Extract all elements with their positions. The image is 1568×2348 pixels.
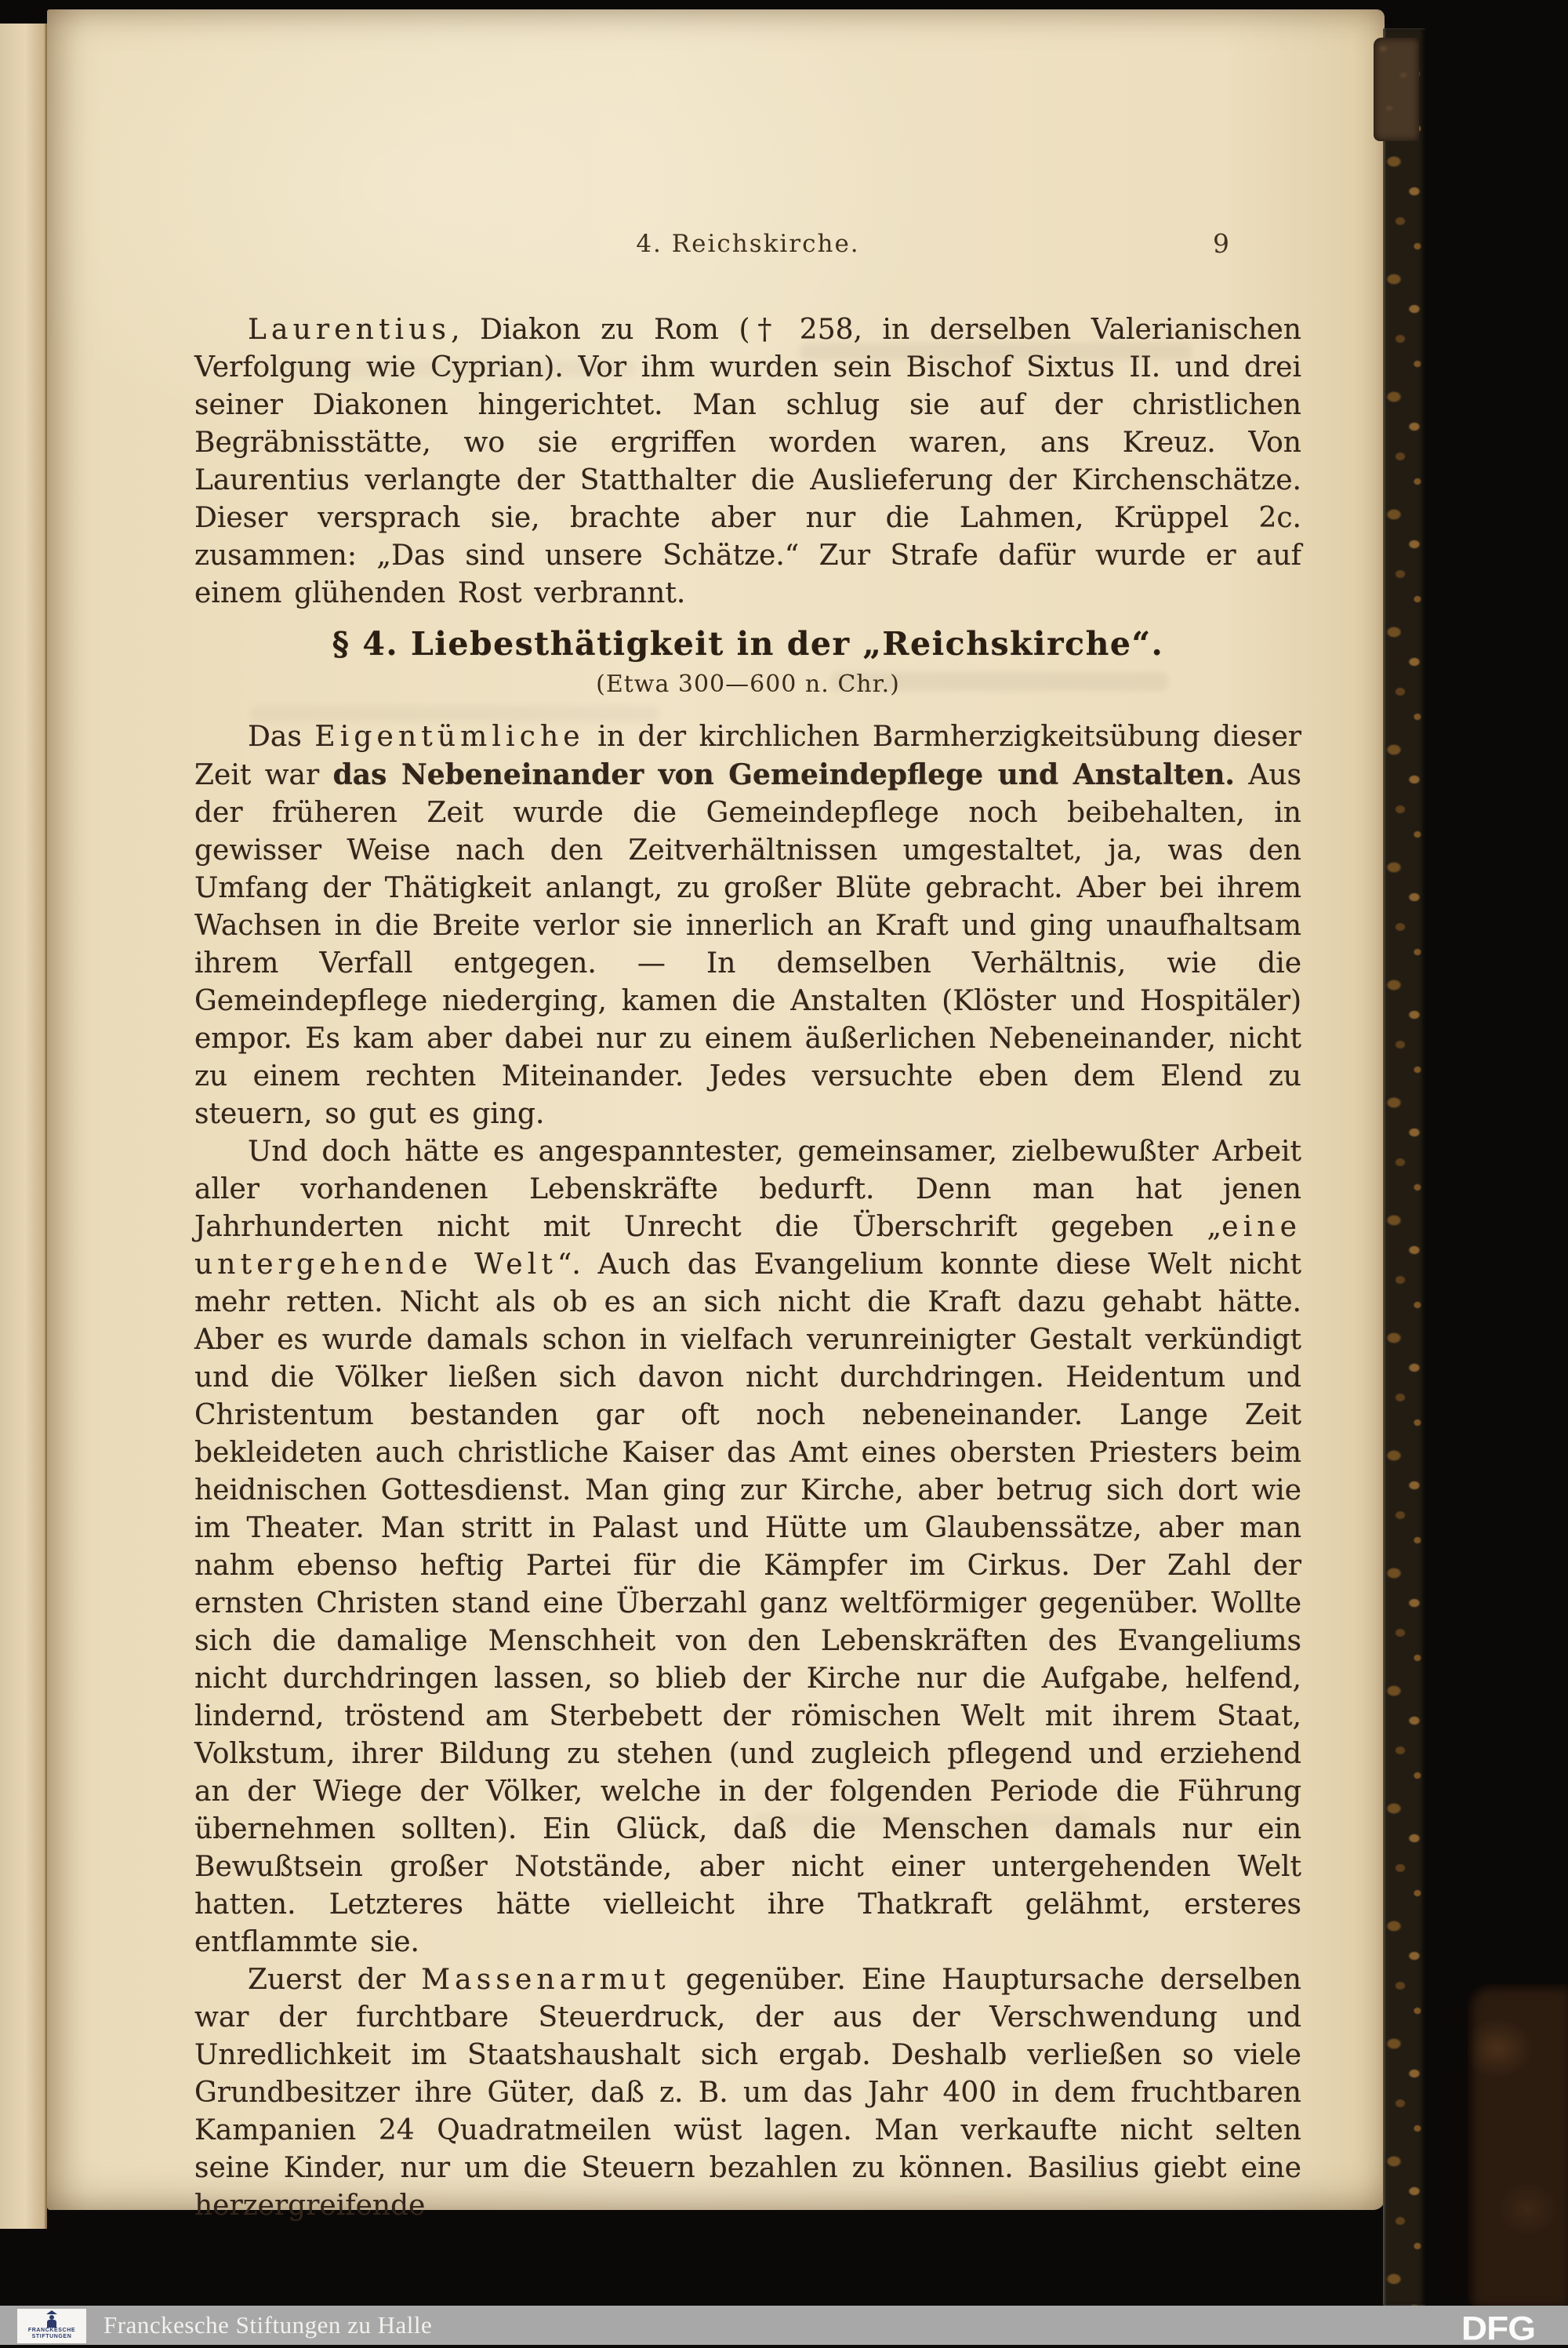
text-run: Das [248, 721, 315, 753]
franckesche-stiftungen-logo [17, 2309, 86, 2343]
dfg-logo: DFG [1461, 2310, 1535, 2347]
paragraph-gemeindepflege [194, 718, 1301, 1133]
text-column [194, 9, 1301, 2225]
paragraph-laurentius [194, 311, 1301, 612]
paragraph-untergehende-welt [194, 1133, 1301, 1961]
logo-caption [28, 2328, 75, 2340]
text-run: Eigentümliche [314, 721, 585, 753]
text-run: , Diakon zu Rom († 258, in derselben Valerianischen Verfolgung wie Cyprian). Vor ihm wurden sein Bischof Sixtus II. und drei seiner Diakonen hingerichtet. Man schlug sie auf der christlichen Begräbnisstätte, wo sie ergriffen worden waren, ans Kreuz. Von Laurentius verlangte der Statthalter die Auslieferung der Kirchenschätze. Dieser versprach sie, brachte aber nur die Lahmen, Krüppel 2c. zusammen: „Das sind unsere Schätze.“ Zur Strafe dafür wurde er auf einem glühenden Rost verbrannt. [194, 314, 1301, 609]
text-run: gegenüber. Eine Hauptursache derselben war der furchtbare Steuerdruck, der aus der Verschwendung und Unredlichkeit im Staatshaushalt sich ergab. Deshalb verließen so viele Grundbesitzer ihre Güter, daß z. B. um das Jahr 400 in dem fruchtbaren Kampanien 24 Quadratmeilen wüst lagen. Man verkaufte nicht selten seine Kinder, nur um die Steuern bezahlen zu können. Basilius giebt eine herzergreifende [194, 1964, 1301, 2222]
page-number: 9 [1213, 228, 1229, 259]
running-head [194, 230, 1301, 266]
text-run: das Nebeneinander von Gemeindepflege und Anstalten. [332, 758, 1235, 791]
text-run: eine untergehende Welt [194, 1211, 1301, 1281]
leather-corner-top [1374, 38, 1419, 141]
text-run: Und doch hätte es angespanntester, gemeinsamer, zielbewußter Arbeit aller vorhandenen Lebenskräfte bedurft. Denn man hat jenen Jahrhunderten nicht mit Unrecht die Überschrift gegeben „ [194, 1136, 1301, 1243]
institution-name: Franckesche Stiftungen zu Halle [103, 2311, 433, 2339]
logo-body-shape [47, 2320, 56, 2328]
logo-caption-line1: FRANCKESCHE [27, 2328, 76, 2333]
text-run: Massenarmut [421, 1964, 670, 1996]
section-heading: § 4. Liebesthätigkeit in der „Reichskirche“. [332, 625, 1164, 663]
franckesche-stiftungen-pictogram-icon [44, 2310, 60, 2328]
logo-roof-shape [46, 2310, 57, 2314]
section-subtitle: (Etwa 300—600 n. Chr.) [596, 671, 900, 698]
text-run: in der kirchlichen Barmherzigkeitsübung dieser Zeit war [194, 721, 1301, 791]
paragraph-massenarmut [194, 1961, 1301, 2225]
text-run: Laurentius [248, 314, 452, 346]
logo-caption-line2: STIFTUNGEN [31, 2334, 72, 2339]
text-run: Zuerst der [248, 1964, 422, 1996]
text-run: “. Auch das Evangelium konnte diese Welt nicht mehr retten. Nicht als ob es an sich nicht die Kraft dazu gehabt hätte. Aber es wurde damals schon in vielfach verunreinigter Gestalt verkündigt und die Völker ließen sich davon nicht durchdringen. Heidentum und Christentum bestanden gar oft noch nebeneinander. Lange Zeit bekleideten auch christliche Kaiser das Amt eines obersten Priesters beim heidnischen Gottesdienst. Man ging zur Kirche, aber betrug sich dort wie im Theater. Man stritt in Palast und Hütte um Glaubenssätze, aber man nahm ebenso heftig Partei für die Kämpfer im Cirkus. Der Zahl der ernsten Christen stand eine Überzahl ganz weltförmiger gegenüber. Wollte sich die damalige Menschheit von den Lebenskräften des Evangeliums nicht durchdringen lassen, so blieb der Kirche nur die Aufgabe, helfend, lindernd, tröstend am Sterbebett der römischen Welt mit ihrem Staat, Volkstum, ihrer Bildung zu stehen (und zugleich pflegend und erziehend an der Wiege der Völker, welche in der folgenden Periode die Führung übernehmen sollten). Ein Glück, daß die Menschen damals nur ein Bewußtsein großer Notstände, aber nicht einer untergehenden Welt hatten. Letzteres hätte vielleicht ihre Thatkraft gelähmt, ersteres entflammte sie. [194, 1249, 1301, 1958]
text-run: Aus der früheren Zeit wurde die Gemeindepflege noch beibehalten, in gewisser Weise nach den Zeitverhältnissen umgestaltet, ja, was den Umfang der Thätigkeit anlangt, zu großer Blüte gebracht. Aber bei ihrem Wachsen in die Breite verlor sie innerlich an Kraft und ging unaufhaltsam ihrem Verfall entgegen. — In demselben Verhältnis, wie die Gemeindepflege niederging, kamen die Anstalten (Klöster und Hospitäler) empor. Es kam aber dabei nur zu einem äußerlichen Nebeneinander, nicht zu einem rechten Miteinander. Jedes versuchte eben dem Elend zu steuern, so gut es ging. [194, 759, 1302, 1130]
running-title: 4. Reichskirche. [636, 230, 860, 258]
adjacent-page-edge [0, 24, 47, 2229]
attribution-bar [0, 2306, 1568, 2345]
leather-corner-bottom [1468, 1984, 1568, 2306]
book-page [47, 9, 1385, 2222]
book-cover-marbled-edge [1383, 28, 1425, 2306]
